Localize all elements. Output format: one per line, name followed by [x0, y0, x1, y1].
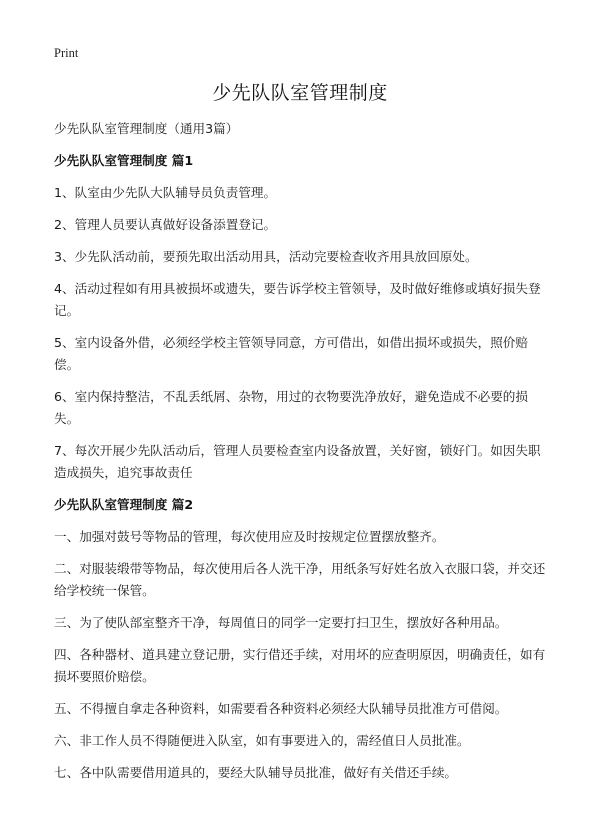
document-body [54, 118, 552, 794]
paragraph: 5、室内设备外借，必须经学校主管领导同意，方可借出，如借出损坏或损失，照价赔偿。 [54, 335, 528, 372]
document-subtitle: 少先队队室管理制度（通用3篇） [54, 121, 239, 136]
section-heading: 少先队队室管理制度 篇1 [54, 153, 194, 168]
paragraph: 二、对服装缎带等物品，每次使用后各人洗干净，用纸条写好姓名放入衣服口袋，并交还给学校统一保管。 [54, 561, 546, 598]
paragraph: 1、队室由少先队大队辅导员负责管理。 [54, 185, 277, 200]
section-1 [54, 150, 552, 484]
paragraph: 4、活动过程如有用具被损坏或遗失，要告诉学校主管领导，及时做好维修或填好损失登记。 [54, 281, 541, 318]
paragraph: 六、非工作人员不得随便进入队室，如有事要进入的，需经值日人员批准。 [54, 733, 470, 748]
print-link[interactable]: Print [54, 46, 79, 60]
paragraph: 三、为了使队部室整齐干净，每周值日的同学一定要打扫卫生，摆放好各种用品。 [54, 615, 508, 630]
page-title: 少先队队室管理制度 [212, 82, 388, 104]
paragraph: 五、不得擅自拿走各种资料，如需要看各种资料必须经大队辅导员批准方可借阅。 [54, 701, 508, 716]
paragraph: 7、每次开展少先队活动后，管理人员要检查室内设备放置，关好窗，锁好门。如因失职造成损失，追究事故责任 [54, 443, 541, 480]
paragraph: 2、管理人员要认真做好设备添置登记。 [54, 217, 277, 232]
paragraph: 一、加强对鼓号等物品的管理，每次使用应及时按规定位置摆放整齐。 [54, 529, 445, 544]
paragraph: 七、各中队需要借用道具的，要经大队辅导员批准，做好有关借还手续。 [54, 765, 457, 780]
section-heading: 少先队队室管理制度 篇2 [54, 497, 194, 512]
paragraph: 3、少先队活动前，要预先取出活动用具，活动完要检查收齐用具放回原处。 [54, 249, 478, 264]
section-2 [54, 494, 552, 784]
paragraph: 6、室内保持整洁，不乱丢纸屑、杂物，用过的衣物要洗净放好，避免造成不必要的损失。 [54, 389, 528, 426]
paragraph: 四、各种器材、道具建立登记册，实行借还手续，对用坏的应查明原因，明确责任，如有损坏要照价赔偿。 [54, 647, 546, 684]
